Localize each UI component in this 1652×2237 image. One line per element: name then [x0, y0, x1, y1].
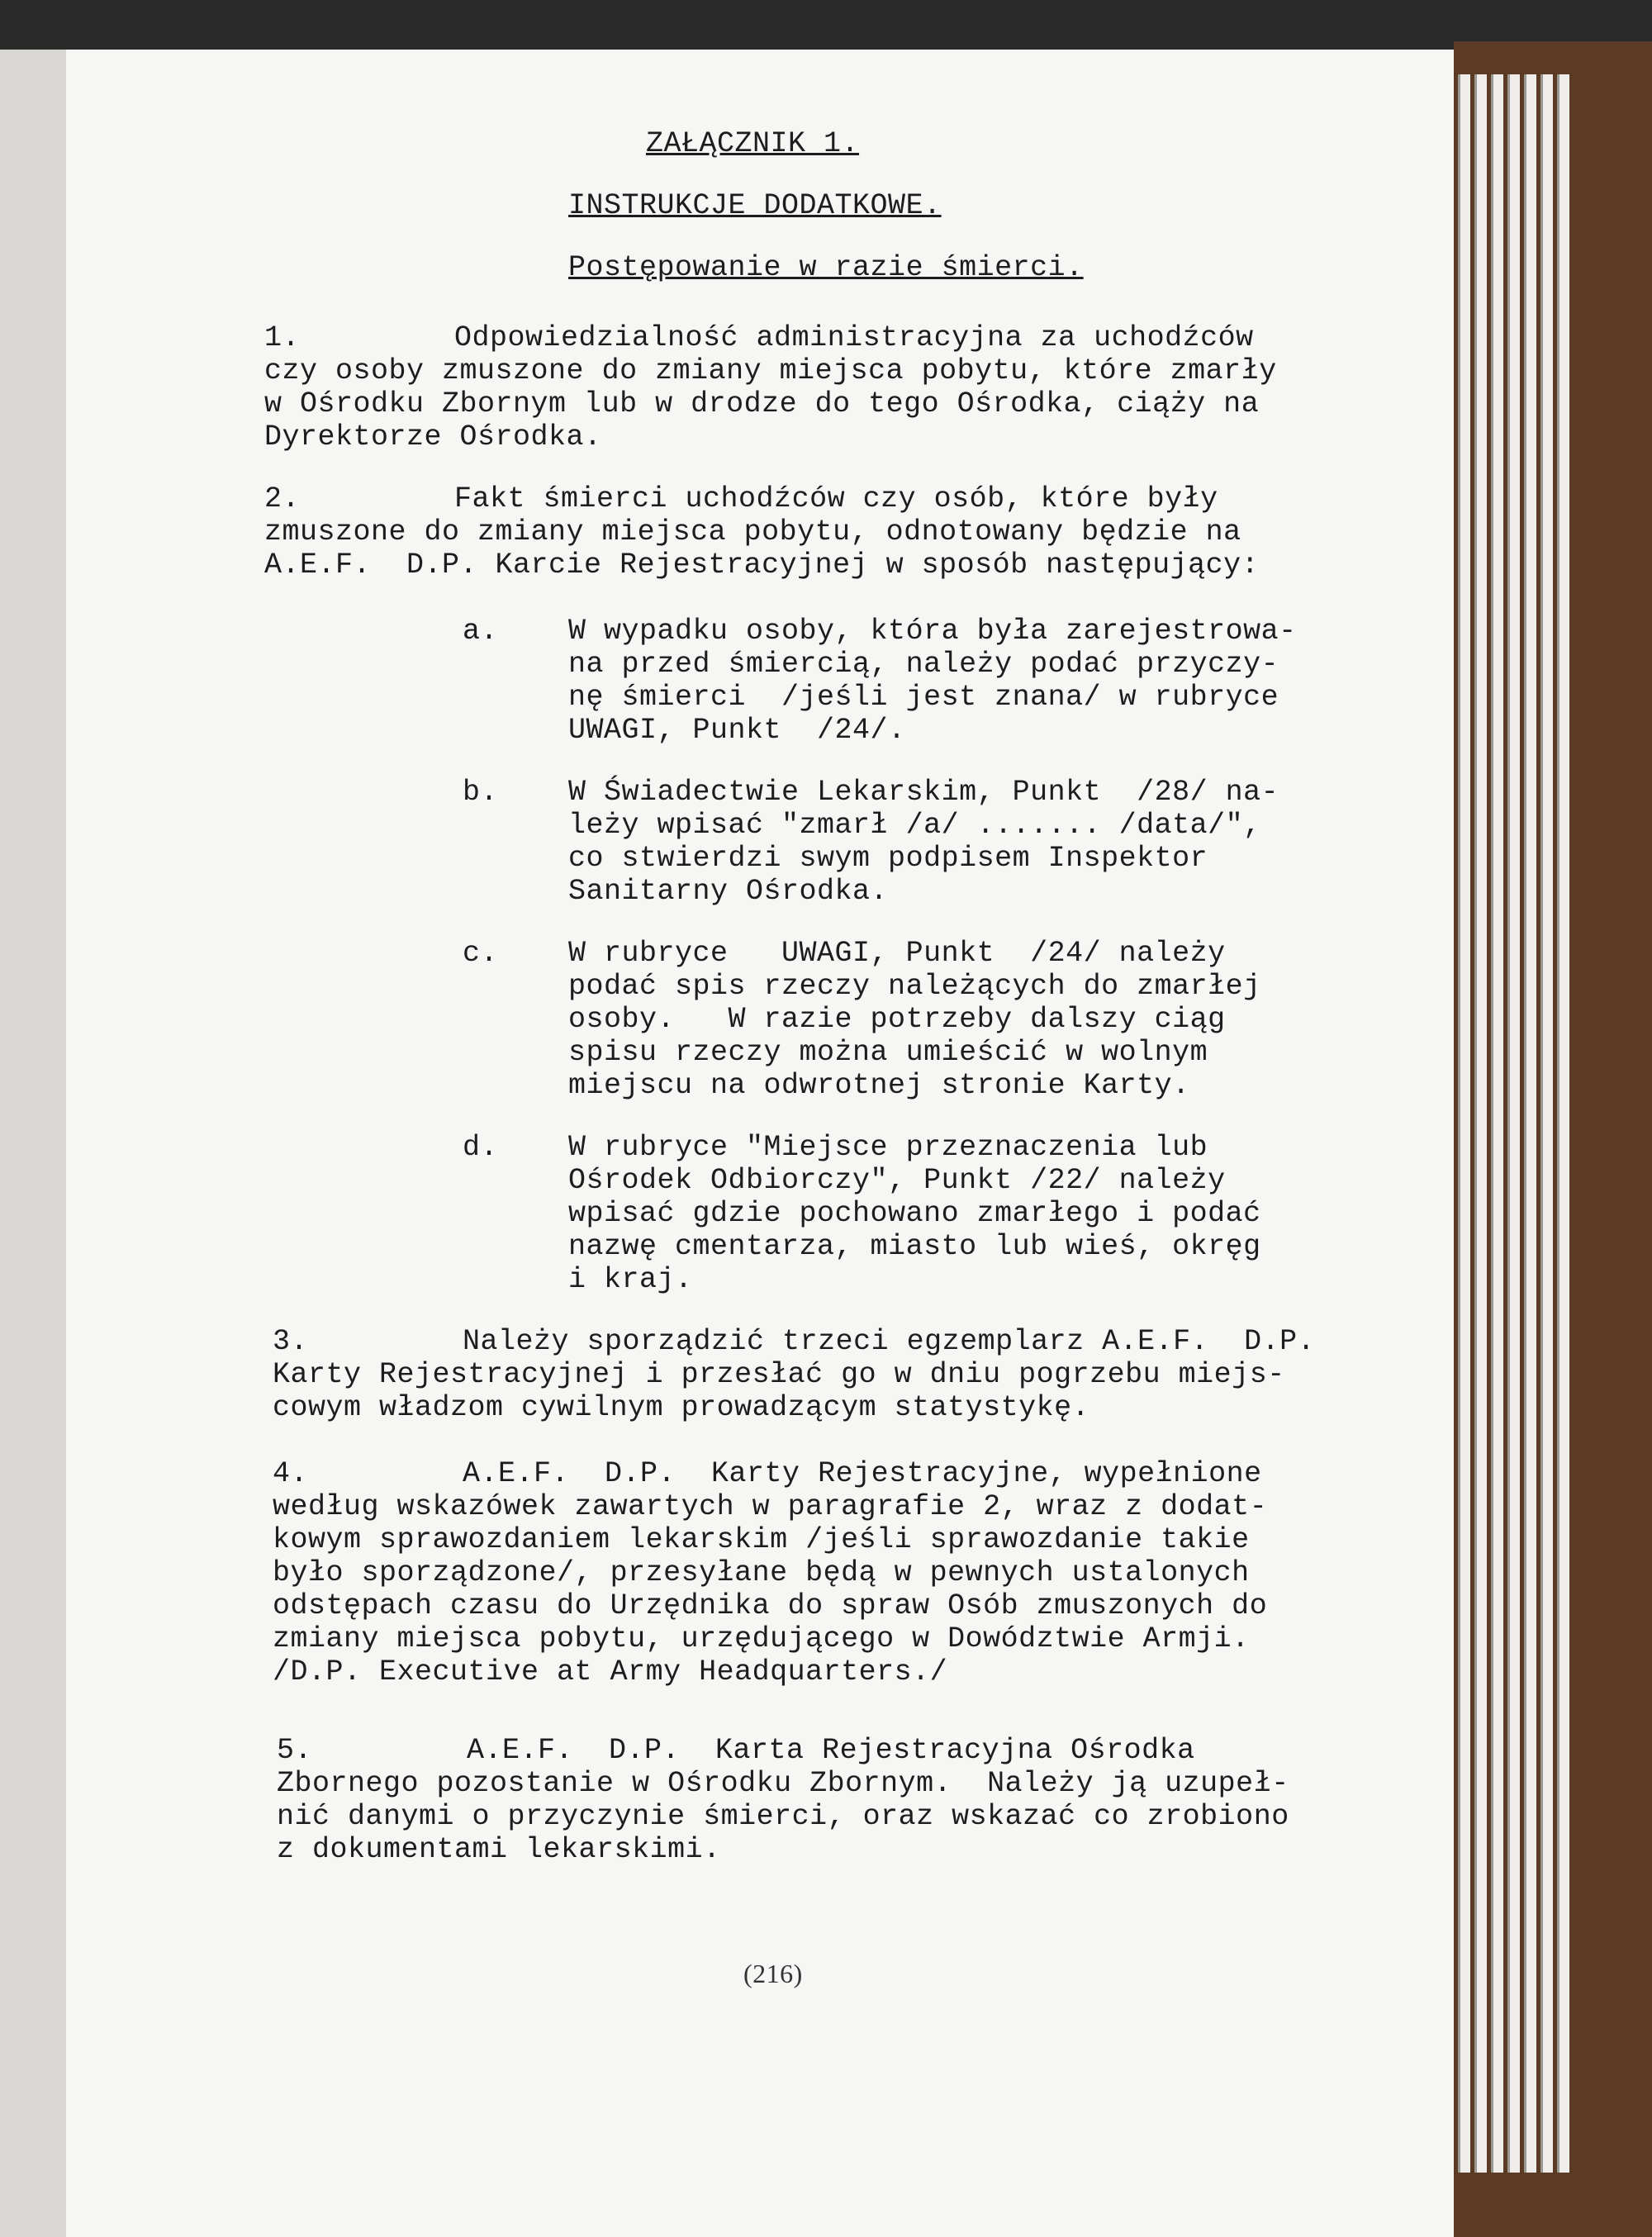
paragraph-line: czy osoby zmuszone do zmiany miejsca pobytu, które zmarły	[264, 354, 1277, 387]
subitem-line: wpisać gdzie pochowano zmarłego i podać	[568, 1197, 1261, 1230]
paragraph-line: kowym sprawozdaniem lekarskim /jeśli sprawozdanie takie	[273, 1523, 1250, 1556]
paragraph-number: 4.	[273, 1457, 309, 1490]
paragraph-line: /D.P. Executive at Army Headquarters./	[273, 1655, 948, 1688]
subitem-line: Ośrodek Odbiorczy", Punkt /22/ należy	[568, 1164, 1226, 1197]
paragraph-line: nić danymi o przyczynie śmierci, oraz wskazać co zrobiono	[277, 1800, 1289, 1833]
subitem-letter: a.	[463, 615, 499, 648]
subitem-line: W rubryce "Miejsce przeznaczenia lub	[568, 1131, 1208, 1164]
paragraph-line: Odpowiedzialność administracyjna za uchodźców	[454, 321, 1254, 354]
subitem-line: spisu rzeczy można umieścić w wolnym	[568, 1036, 1208, 1069]
page-edges	[1524, 74, 1536, 2173]
section-title: INSTRUKCJE DODATKOWE.	[568, 189, 942, 222]
subitem-letter: c.	[463, 937, 499, 970]
paragraph-number: 1.	[264, 321, 301, 354]
paragraph-line: było sporządzone/, przesyłane będą w pewnych ustalonych	[273, 1556, 1250, 1589]
paragraph-line: Fakt śmierci uchodźców czy osób, które były	[454, 482, 1218, 515]
document-page	[66, 50, 1454, 2237]
paragraph-line: A.E.F. D.P. Karta Rejestracyjna Ośrodka	[467, 1734, 1195, 1767]
subitem-line: W Świadectwie Lekarskim, Punkt /28/ na-	[568, 776, 1279, 809]
paragraph-number: 2.	[264, 482, 301, 515]
paragraph-number: 3.	[273, 1325, 309, 1358]
page-edges	[1507, 74, 1520, 2173]
book-cover-left	[0, 50, 68, 2237]
paragraph-line: Należy sporządzić trzeci egzemplarz A.E.F. D.P.	[463, 1325, 1316, 1358]
paragraph-line: Zbornego pozostanie w Ośrodku Zbornym. Należy ją uzupeł-	[277, 1767, 1289, 1800]
subitem-line: Sanitarny Ośrodka.	[568, 875, 889, 908]
annex-title: ZAŁĄCZNIK 1.	[646, 127, 860, 160]
paragraph-line: zmuszone do zmiany miejsca pobytu, odnotowany będzie na	[264, 515, 1241, 549]
subitem-line: nazwę cmentarza, miasto lub wieś, okręg	[568, 1230, 1261, 1263]
paragraph-line: w Ośrodku Zbornym lub w drodze do tego Ośrodka, ciąży na	[264, 387, 1260, 420]
subitem-line: podać spis rzeczy należących do zmarłej	[568, 970, 1261, 1003]
subitem-line: co stwierdzi swym podpisem Inspektor	[568, 842, 1208, 875]
paragraph-line: zmiany miejsca pobytu, urzędującego w Dowództwie Armji.	[273, 1622, 1250, 1655]
subitem-line: osoby. W razie potrzeby dalszy ciąg	[568, 1003, 1226, 1036]
subsection-title: Postępowanie w razie śmierci.	[568, 251, 1084, 284]
subitem-line: UWAGI, Punkt /24/.	[568, 714, 906, 747]
paragraph-line: Karty Rejestracyjnej i przesłać go w dniu pogrzebu miejs-	[273, 1358, 1285, 1391]
paragraph-line: według wskazówek zawartych w paragrafie 2, wraz z dodat-	[273, 1490, 1268, 1523]
page-number: (216)	[743, 1959, 803, 1988]
paragraph-line: A.E.F. D.P. Karty Rejestracyjne, wypełnione	[463, 1457, 1262, 1490]
subitem-line: miejscu na odwrotnej stronie Karty.	[568, 1069, 1190, 1102]
paragraph-number: 5.	[277, 1734, 313, 1767]
subitem-line: W wypadku osoby, która była zarejestrowa-	[568, 615, 1297, 648]
paragraph-line: odstępach czasu do Urzędnika do spraw Osób zmuszonych do	[273, 1589, 1268, 1622]
page-edges	[1540, 74, 1553, 2173]
subitem-letter: b.	[463, 776, 499, 809]
subitem-line: leży wpisać "zmarł /a/ ....... /data/",	[568, 809, 1261, 842]
page-edges	[1474, 74, 1487, 2173]
subitem-line: i kraj.	[568, 1263, 693, 1296]
page-edges	[1557, 74, 1569, 2173]
subitem-line: nę śmierci /jeśli jest znana/ w rubryce	[568, 681, 1279, 714]
subitem-line: W rubryce UWAGI, Punkt /24/ należy	[568, 937, 1226, 970]
paragraph-line: cowym władzom cywilnym prowadzącym statystykę.	[273, 1391, 1090, 1424]
subitem-line: na przed śmiercią, należy podać przyczy-	[568, 648, 1279, 681]
page-edges	[1491, 74, 1503, 2173]
page-edges	[1458, 74, 1470, 2173]
paragraph-line: Dyrektorze Ośrodka.	[264, 420, 602, 454]
subitem-letter: d.	[463, 1131, 499, 1164]
paragraph-line: z dokumentami lekarskimi.	[277, 1833, 721, 1866]
paragraph-line: A.E.F. D.P. Karcie Rejestracyjnej w sposób następujący:	[264, 549, 1260, 582]
